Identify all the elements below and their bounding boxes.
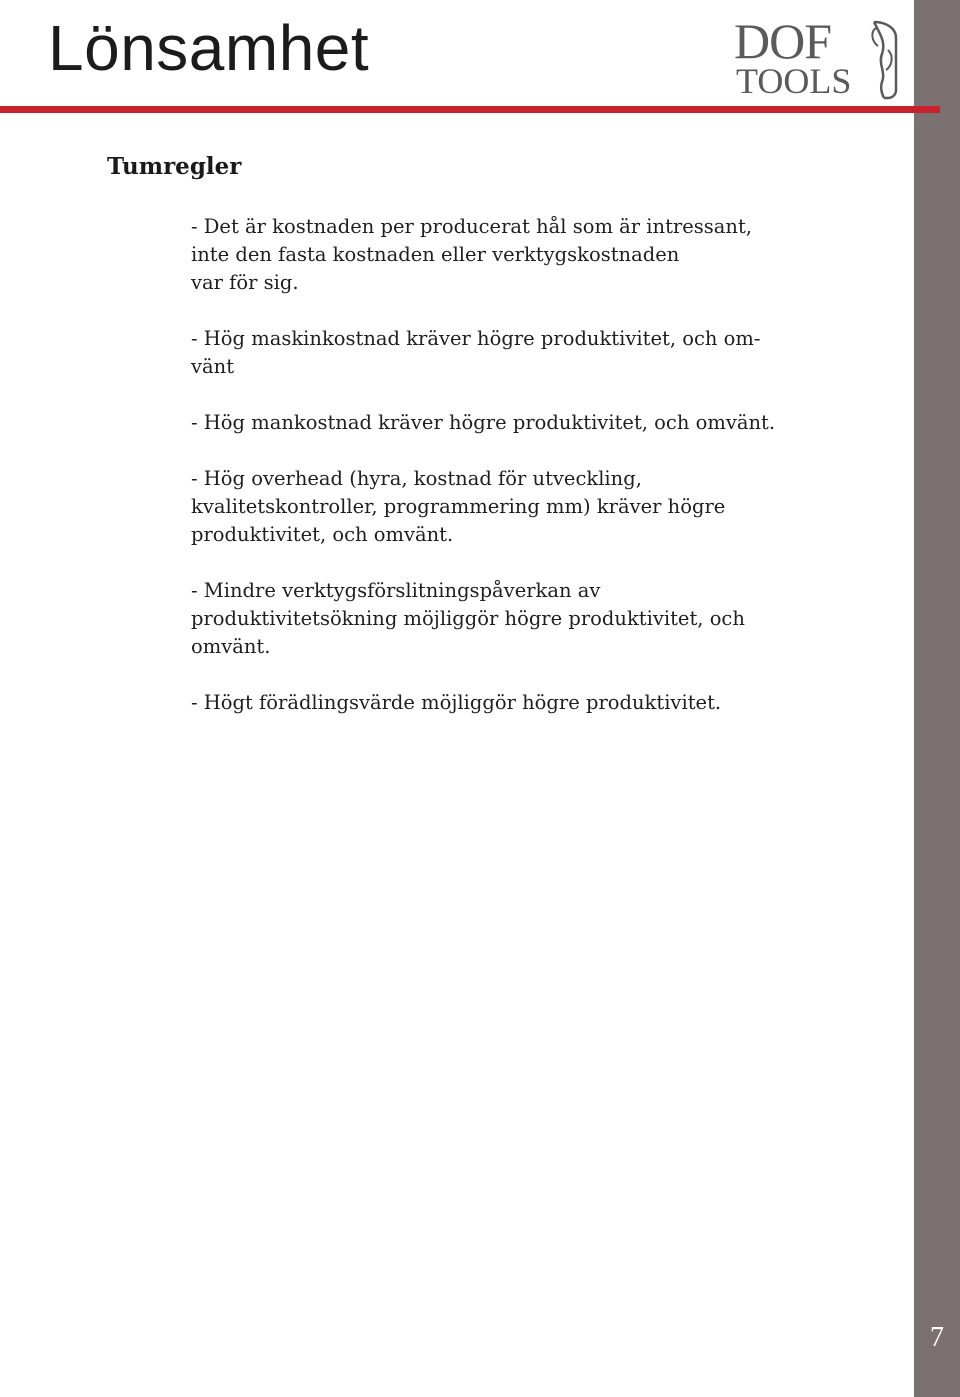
logo-text-dof: DOF [734, 13, 832, 69]
side-band [914, 0, 960, 1397]
logo-text-tools: TOOLS [736, 61, 852, 101]
rule-item: - Hög mankostnad kräver högre produktivitet, och omvänt. [191, 411, 776, 434]
rule-item: - Högt förädlingsvärde möjliggör högre produktivitet. [191, 691, 722, 714]
drill-bit-icon [866, 20, 902, 100]
page-number: 7 [930, 1322, 944, 1353]
rule-item: - Hög overhead (hyra, kostnad för utveckling, kvalitetskontroller, programmering mm) kräver högre produktivitet, och omvänt. [191, 467, 726, 546]
rules-list [191, 213, 881, 745]
rule-item: - Mindre verktygsförslitningspåverkan av produktivitetsökning möjliggör högre produktivitet, och omvänt. [191, 579, 745, 658]
page-title: Lönsamhet [48, 12, 370, 84]
section-heading: Tumregler [107, 153, 242, 180]
dof-tools-logo [732, 14, 908, 102]
header-rule [0, 106, 940, 113]
rule-item: - Hög maskinkostnad kräver högre produktivitet, och om- vänt [191, 327, 761, 378]
rule-item: - Det är kostnaden per producerat hål som är intressant, inte den fasta kostnaden eller verktygskostnaden var för sig. [191, 215, 753, 294]
